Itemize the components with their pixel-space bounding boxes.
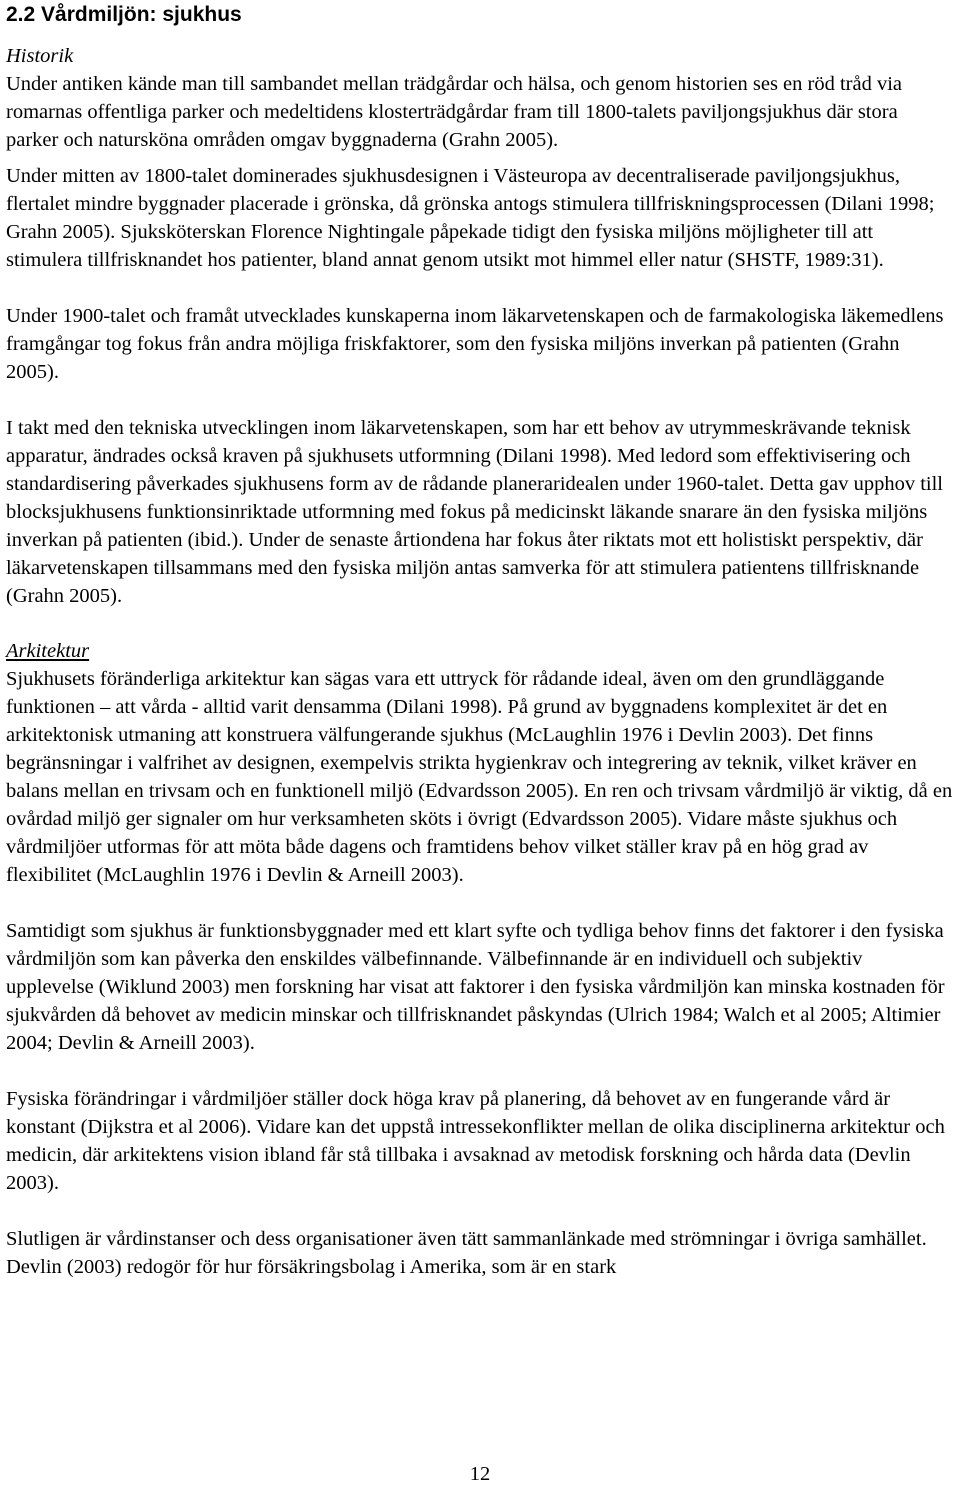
paragraph-arkitektur-4: Slutligen är vårdinstanser och dess organisationer även tätt sammanlänkade med strömningar i övriga samhället. Devlin (2003) redogör för hur försäkringsbolag i Amerika, som är en stark — [6, 1228, 927, 1278]
paragraph-historik-4: I takt med den tekniska utvecklingen inom läkarvetenskapen, som har ett behov av utrymmeskrävande teknisk apparatur, ändrades också kraven på sjukhusets utformning (Dilani 1998). Med ledord som effektivisering och standardisering påverkades sjukhusens form av de rådande planeraridealen under 1960-talet. Detta gav upphov till blocksjukhusens funktionsinriktade utformning med fokus på medicinskt läkande snarare än den fysiska miljöns inverkan på patienten (ibid.). Under de senaste årtiondena har fokus åter riktats mot ett holistiskt perspektiv, där läkarvetenskapen tillsammans med den fysiska miljön antas samverka för att stimulera patientens tillfrisknande (Grahn 2005). — [6, 417, 943, 607]
document-page — [6, 0, 954, 1309]
paragraph-arkitektur-3: Fysiska förändringar i vårdmiljöer ställer dock höga krav på planering, då behovet av en fungerande vård är konstant (Dijkstra et al 2006). Vidare kan det uppstå intressekonflikter mellan de olika disciplinerna arkitektur och medicin, där arkitektens vision ibland får stå tillbaka i avsaknad av metodisk forskning och hårda data (Devlin 2003). — [6, 1088, 945, 1194]
paragraph-arkitektur-1: Sjukhusets föränderliga arkitektur kan sägas vara ett uttryck för rådande ideal, även om den grundläggande funktionen – att vårda - alltid varit densamma (Dilani 1998). På grund av byggnadens komplexitet är det en arkitektonisk utmaning att konstruera välfungerande sjukhus (McLaughlin 1976 i Devlin 2003). Det finns begränsningar i valfrihet av designen, exempelvis strikta hygienkrav och integrering av teknik, vilket kräver en balans mellan en trivsam och en funktionell miljö (Edvardsson 2005). En ren och trivsam vårdmiljö är viktig, då en ovårdad miljö ger signaler om hur verksamheten sköts i övrigt (Edvardsson 2005). Vidare måste sjukhus och vårdmiljöer utformas för att möta både dagens och framtidens behov vilket ställer krav på en hög grad av flexibilitet (McLaughlin 1976 i Devlin & Arneill 2003). — [6, 668, 953, 886]
paragraph-historik-2: Under mitten av 1800-talet dominerades sjukhusdesignen i Västeuropa av decentraliserade paviljongsjukhus, flertalet mindre byggnader placerade i grönska, då grönska antogs stimulera tillfriskningsprocessen (Dilani 1998; Grahn 2005). Sjuksköterskan Florence Nightingale påpekade tidigt den fysiska miljöns möjligheter till att stimulera tillfrisknandet hos patienter, bland annat genom utsikt mot himmel eller natur (SHSTF, 1989:31). — [6, 165, 935, 271]
paragraph-arkitektur-2: Samtidigt som sjukhus är funktionsbyggnader med ett klart syfte och tydliga behov finns det faktorer i den fysiska vårdmiljön som kan påverka den enskildes välbefinnande. Välbefinnande är en individuell och subjektiv upplevelse (Wiklund 2003) men forskning har visat att faktorer i den fysiska vårdmiljön kan minska kostnaden för sjukvården då behovet av medicin minskar och tillfrisknandet påskyndas (Ulrich 1984; Walch et al 2005; Altimier 2004; Devlin & Arneill 2003). — [6, 920, 945, 1054]
subheading-arkitektur: Arkitektur — [6, 640, 90, 662]
section-heading: 2.2 Vårdmiljön: sjukhus — [6, 3, 242, 26]
paragraph-historik-1: Under antiken kände man till sambandet mellan trädgårdar och hälsa, och genom historien ses en röd tråd via romarnas offentliga parker och medeltidens klosterträdgårdar fram till 1800-talets paviljongsjukhus där stora parker och natursköna områden omgav byggnaderna (Grahn 2005). — [6, 73, 903, 151]
subheading-historik: Historik — [6, 45, 74, 67]
paragraph-historik-3: Under 1900-talet och framåt utvecklades kunskaperna inom läkarvetenskapen och de farmakologiska läkemedlens framgångar tog fokus från andra möjliga friskfaktorer, som den fysiska miljöns inverkan på patienten (Grahn 2005). — [6, 305, 944, 383]
page-number: 12 — [469, 1463, 491, 1485]
